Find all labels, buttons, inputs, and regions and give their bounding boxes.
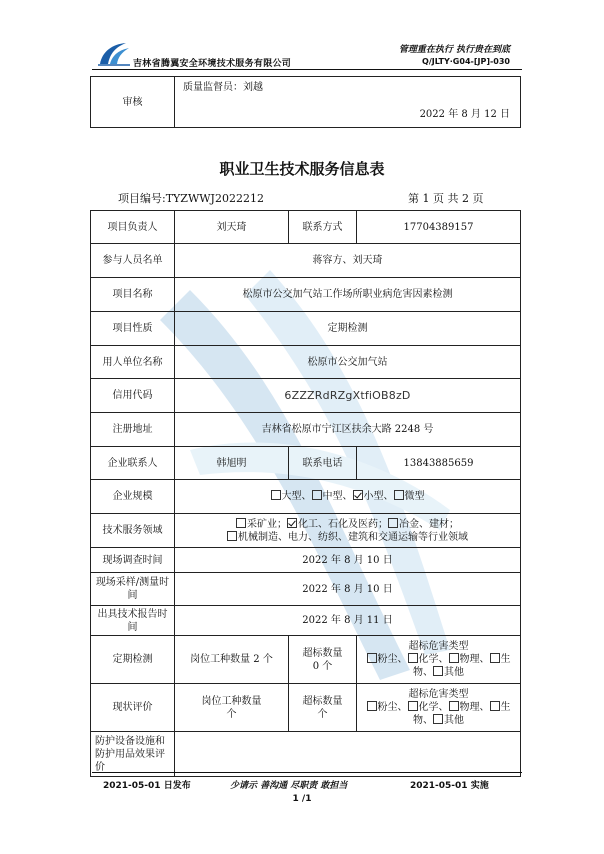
scale-small-label: 小型、: [363, 491, 394, 502]
status-other-label: 其他: [444, 715, 464, 726]
project-name-label: 项目名称: [91, 278, 175, 312]
field-metallurgy-label: 冶金、建材；: [399, 518, 459, 530]
review-date: 2022 年 8 月 12 日: [419, 109, 510, 120]
scale-medium-checkbox[interactable]: [312, 490, 322, 500]
credit-code-value: 6ZZZRdRZgXtfiOB8zD: [175, 379, 521, 413]
status-physical-label: 物理、: [459, 702, 490, 713]
field-mining-checkbox[interactable]: [236, 518, 246, 528]
report-time-label: 出具技术报告时间: [91, 606, 175, 636]
status-chemical-checkbox[interactable]: [408, 701, 418, 711]
scale-label: 企业规模: [91, 480, 175, 514]
field-manufacturing-checkbox[interactable]: [227, 531, 237, 541]
scale-medium-label: 中型、: [322, 491, 353, 502]
footer-motto: 少请示 善沟通 尽职责 敢担当: [230, 781, 348, 791]
status-physical-checkbox[interactable]: [449, 701, 459, 711]
periodic-posts: 岗位工种数量 2 个: [175, 636, 289, 684]
scale-options: [175, 480, 521, 514]
leader-label: 项目负责人: [91, 211, 175, 244]
status-dust-label: 粉尘、: [377, 702, 408, 713]
status-bio-label: 生: [500, 702, 511, 713]
periodic-dust-label: 粉尘、: [377, 654, 408, 665]
periodic-physical-checkbox[interactable]: [449, 653, 459, 663]
company-name: 吉林省腾翼安全环境技术服务有限公司: [133, 59, 292, 69]
company-logo-icon: [96, 40, 132, 68]
report-time-value: 2022 年 8 月 11 日: [175, 606, 521, 636]
scale-large-label: 大型、: [281, 491, 312, 502]
scale-large-checkbox[interactable]: [271, 490, 281, 500]
contact-value: 17704389157: [357, 211, 521, 244]
survey-time-label: 现场调查时间: [91, 548, 175, 573]
periodic-dust-checkbox[interactable]: [367, 653, 377, 663]
field-chemical-checkbox[interactable]: [287, 518, 297, 528]
enterprise-contact-label: 企业联系人: [91, 447, 175, 480]
address-label: 注册地址: [91, 413, 175, 447]
employer-value: 松原市公交加气站: [175, 346, 521, 379]
periodic-bio-checkbox[interactable]: [490, 653, 500, 663]
employer-label: 用人单位名称: [91, 346, 175, 379]
periodic-chemical-label: 化学、: [418, 654, 449, 665]
quality-supervisor: 质量监督员：刘越: [183, 82, 263, 93]
page-count: 第 1 页 共 2 页: [408, 192, 484, 205]
status-bio-checkbox[interactable]: [490, 701, 500, 711]
footer-divider: [92, 772, 522, 773]
contact-label: 联系方式: [289, 211, 357, 244]
periodic-chemical-checkbox[interactable]: [408, 653, 418, 663]
periodic-label: 定期检测: [91, 636, 175, 684]
field-mining-label: 采矿业；: [247, 518, 287, 530]
field-label: 技术服务领域: [91, 514, 175, 548]
phone-value: 13843885659: [357, 447, 521, 480]
header-slogan: 管理重在执行 执行贵在到底: [398, 45, 510, 55]
project-number: 项目编号:TYZWWJ2022212: [118, 192, 264, 205]
periodic-other-label: 其他: [444, 667, 464, 678]
scale-micro-label: 微型: [404, 491, 425, 502]
periodic-other-checkbox[interactable]: [433, 666, 443, 676]
protection-value[interactable]: [175, 732, 521, 777]
project-nature-label: 项目性质: [91, 312, 175, 346]
phone-label: 联系电话: [289, 447, 357, 480]
page-number: 1 /1: [292, 794, 312, 804]
status-posts: 岗位工种数量 个: [175, 684, 289, 732]
periodic-bio-label-cont: 物、: [413, 667, 433, 678]
sampling-time-label: 现场采样/测量时间: [91, 573, 175, 606]
participants-label: 参与人员名单: [91, 244, 175, 278]
service-info-table: [90, 210, 521, 777]
periodic-hazard-title: 超标危害类型: [408, 641, 469, 652]
status-chemical-label: 化学、: [418, 702, 449, 713]
periodic-hazard-types: [357, 636, 521, 684]
protection-label: 防护设备设施和防护用品效果评价: [91, 732, 175, 777]
project-name-value: 松原市公交加气站工作场所职业病危害因素检测: [175, 278, 521, 312]
review-content-cell: [175, 77, 521, 128]
field-manufacturing-label: 机械制造、电力、纺织、建筑和交通运输等行业领域: [238, 531, 468, 543]
review-label: 审核: [91, 77, 175, 128]
release-date: 2021-05-01 日发布: [103, 781, 191, 791]
status-dust-checkbox[interactable]: [367, 701, 377, 711]
scale-micro-checkbox[interactable]: [394, 490, 404, 500]
field-chemical-label: 化工、石化及医药；: [298, 518, 388, 530]
status-hazard-title: 超标危害类型: [408, 689, 469, 700]
credit-code-label: 信用代码: [91, 379, 175, 413]
survey-time-value: 2022 年 8 月 10 日: [175, 548, 521, 573]
implementation-date: 2021-05-01 实施: [410, 781, 489, 791]
leader-value: 刘天琦: [175, 211, 289, 244]
header-divider: [92, 69, 522, 70]
status-exceed: 超标数量 个: [289, 684, 357, 732]
field-options: [175, 514, 521, 548]
periodic-exceed: 超标数量 0 个: [289, 636, 357, 684]
address-value: 吉林省松原市宁江区扶余大路 2248 号: [175, 413, 521, 447]
page-title: 职业卫生技术服务信息表: [219, 160, 385, 178]
status-bio-label-cont: 物、: [413, 715, 433, 726]
project-nature-value: 定期检测: [175, 312, 521, 346]
field-metallurgy-checkbox[interactable]: [388, 518, 398, 528]
status-label: 现状评价: [91, 684, 175, 732]
enterprise-contact-value: 韩旭明: [175, 447, 289, 480]
status-other-checkbox[interactable]: [433, 714, 443, 724]
status-hazard-types: [357, 684, 521, 732]
scale-small-checkbox[interactable]: [353, 490, 363, 500]
review-table: [90, 76, 521, 128]
periodic-physical-label: 物理、: [459, 654, 490, 665]
periodic-bio-label: 生: [500, 654, 511, 665]
sampling-time-value: 2022 年 8 月 10 日: [175, 573, 521, 606]
document-number: Q/JLTY·G04-[JP]-030: [422, 57, 510, 66]
participants-value: 蒋容方、刘天琦: [175, 244, 521, 278]
